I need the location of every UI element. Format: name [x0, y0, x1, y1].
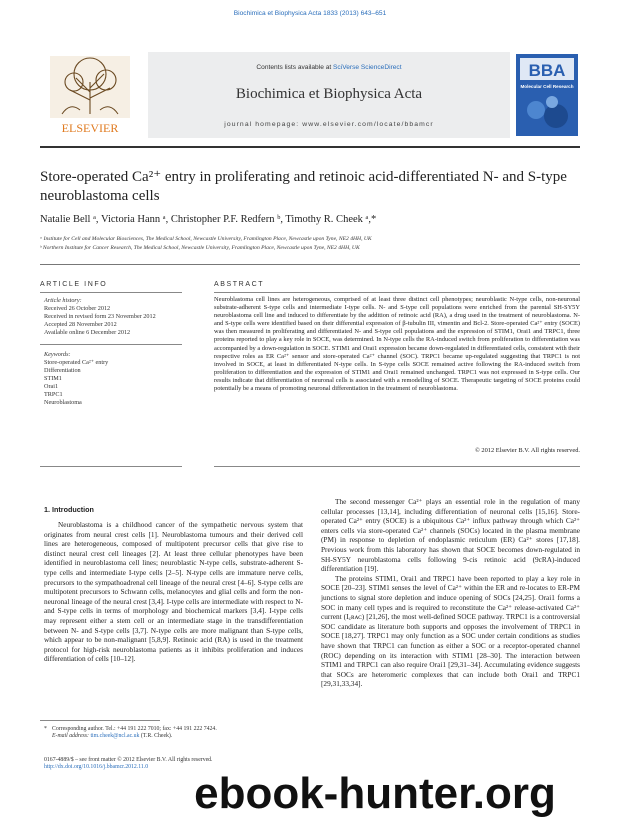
section-rule — [40, 264, 580, 265]
footnote-rule — [40, 720, 160, 721]
article-info-heading: ARTICLE INFO — [40, 281, 108, 288]
contents-prefix: Contents lists available at — [256, 64, 334, 71]
article-info-rule — [40, 292, 182, 293]
affiliation-a: ᵃ Institute for Cell and Molecular Biosciences, The Medical School, Newcastle University, Framlington Place, Newcastle upon Tyne, NE2 4HH, UK — [40, 236, 372, 242]
contents-line — [148, 64, 510, 71]
journal-cover — [516, 54, 578, 136]
history-item: Received in revised form 23 November 2012 — [44, 313, 156, 320]
history-label: Article history: — [44, 297, 82, 304]
history-item: Received 26 October 2012 — [44, 305, 111, 312]
intro-paragraph: The second messenger Ca²⁺ plays an essential role in the regulation of many cellular processes [13,14], including differentiation of neuronal cells [15,16]. Store-operated Ca²⁺ entry (SOCE) is a ubiquitous Ca²⁺ influx pathway through which Ca²⁺ enters cells via store-operated Ca²⁺ channels (SOCs) located in the plasma membrane (PM) in response to depletion of endoplasmic reticulum (ER) Ca²⁺ stores [17,18]. Previous work from this laboratory has shown that SOCE becomes down-regulated in SH-SY5Y neuroblastoma cells following 9-cis retinoic acid (9cRA)-induced differentiation [19]. — [321, 497, 580, 574]
author-list[interactable]: Natalie Bell ᵃ, Victoria Hann ᵃ, Christopher P.F. Redfern ᵇ, Timothy R. Cheek ᵃ,* — [40, 214, 377, 225]
copyright-notice: © 2012 Elsevier B.V. All rights reserved. — [474, 447, 580, 454]
article-info-bottom-rule — [40, 466, 182, 467]
footnote-email-line — [52, 733, 302, 740]
intro-paragraph: Neuroblastoma is a childhood cancer of the sympathetic nervous system that originates from neural crest cells [1]. Neuroblastoma tumours and their derived cell lines are heterogeneous, composed of multipotent precursor cells that give rise to distinct neural crest cell lineages [2]. At least three cellular phenotypes have been identified in neuroblastoma cell lines; neuroblastic N-type cells, substrate-adherent S-type cells and intermediate I-type cells [2–5]. N-type cells are immature nerve cells, precursors to the sympathoadrenal cell lineage of the neural crest [4–6]. S-type cells are multipotent precursors to Schwann cells, melanocytes and glial cells and form the non-neuronal lineage of the neural crest [3,4]. I-type cells are intermediate with respect to N- and S-type cells in terms of morphology and biochemical markers [3,4]. I-type cells may represent either a stem cell or an intermediate stage in the transdifferentiation between N- and S-type cells [3,7]. N-type cells are more malignant than S-type cells, which appear to be non-malignant [5,8,9]. Retinoic acid (RA) is used in the treatment protocol for high-risk neuroblastoma patients as it inhibits proliferation and induces differentiation of cells [10–12]. — [44, 520, 303, 664]
watermark — [140, 768, 610, 818]
abstract-text: Neuroblastoma cell lines are heterogeneous, comprised of at least three distinct cell phenotypes; neuroblastic N-type cells, non-neuronal substrate-adherent S-type cells and intermediate I-type cells. N- and S-type cell populations were enriched from the parental SH-SY5Y neuroblastoma cell line and induced to differentiate by the addition of retinoic acid (RA), a drug used in the treatment of neuroblastoma. N- and S-type cells were identified based on their differential expression of β-tubulin III, vimentin and Bcl-2. Store-operated Ca²⁺ entry (SOCE) was then measured in proliferating and differentiated N- and S-type cell populations and the expression of STIM1, Orai1 and TRPC1, three proteins reported to play a key role in SOCE, was determined. In N-type cells the RA-induced switch from proliferation to differentiation was accompanied by a down-regulation in SOCE. STIM1 and Orai1 expression became down-regulated in differentiated cells, consistent with their respective roles as ER Ca²⁺ sensor and store-operated Ca²⁺ channel (SOC). TRPC1 became up-regulated suggesting that TRPC1 is not involved in SOCE, at least in differentiated N-type cells. In S-type cells SOCE remained active following the RA-induced switch from proliferation to differentiation and the expression of STIM1 and Orai1 remained unchanged. TRPC1 was not expressed in S-type cells. Our results indicate that differentiation of neuronal cells is associated with a remodelling of SOCE. Therapeutic targeting of SOCE proteins could potentially be a means of promoting neuronal differentiation in the treatment of neuroblastoma. — [214, 296, 580, 393]
keyword-item: STIM1 — [44, 375, 62, 382]
cover-title: BBA — [528, 61, 566, 80]
abstract-heading: ABSTRACT — [214, 281, 265, 288]
issn-line: 0167-4889/$ – see front matter © 2012 Elsevier B.V. All rights reserved. — [44, 757, 213, 763]
keywords-label: Keywords: — [44, 351, 71, 358]
watermark-text: ebook-hunter.org — [194, 769, 556, 818]
homepage-prefix: journal homepage: — [224, 121, 303, 128]
introduction-heading: 1. Introduction — [44, 505, 94, 514]
email-suffix: (T.R. Cheek). — [139, 733, 173, 740]
keyword-item: TRPC1 — [44, 391, 63, 398]
keyword-item: Store-operated Ca²⁺ entry — [44, 359, 109, 366]
abstract-rule — [214, 292, 580, 293]
intro-paragraph: The proteins STIM1, Orai1 and TRPC1 have been reported to play a key role in SOCE [20–23]. STIM1 senses the level of Ca²⁺ within the ER and re-locates to ER-PM junctions to signal store depletion and induce opening of SOCs [24,25]. Orai1 forms a SOC in many cell types and is required to reconstitute the Ca²⁺ release-activated Ca²⁺ current (I꜀ʀᴀᴄ) [21,26], the most well-defined SOCE pathway. TRPC1 is a controversial SOC candidate as literature both supports and opposes the involvement of TRPC1 in SOCE [18,27]. TRPC1 may only function as a SOC under certain conditions as studies have shown that TRPC1 can function as either a SOC or a receptor-operated channel (ROC) depending on its interaction with STIM1 [28–30]. The interaction between STIM1 and TRPC1 can also require Orai1 [29,31–34]. Accumulating evidence suggests that SOCs are heteromeric complexes that can include both Orai1 and TRPC1 [29,31,33,34]. — [321, 573, 580, 689]
right-column — [321, 497, 580, 689]
email-label: E-mail address: — [52, 733, 91, 740]
elsevier-wordmark: ELSEVIER — [61, 121, 119, 135]
corresponding-author-footnote — [52, 726, 302, 741]
abstract-bottom-rule — [214, 466, 580, 467]
elsevier-logo — [40, 52, 140, 138]
homepage-link[interactable]: www.elsevier.com/locate/bbamcr — [302, 121, 434, 128]
email-link[interactable]: tim.cheek@ncl.ac.uk — [90, 733, 140, 740]
article-title: Store-operated Ca²⁺ entry in proliferating and retinoic acid-differentiated N- and S-type neuroblastoma cells — [40, 169, 567, 204]
affiliation-b: ᵇ Northern Institute for Cancer Research, The Medical School, Newcastle University, Framlington Place, Newcastle upon Tyne, NE2 4HH, UK — [40, 245, 360, 251]
sciencedirect-link[interactable]: SciVerse ScienceDirect — [333, 64, 402, 71]
journal-citation[interactable]: Biochimica et Biophysica Acta 1833 (2013) 643–651 — [233, 10, 387, 17]
doi-link[interactable]: http://dx.doi.org/10.1016/j.bbamcr.2012.11.0 — [44, 764, 149, 771]
left-column — [44, 520, 303, 664]
footnote-marker: * — [44, 726, 47, 732]
header-rule — [40, 146, 580, 148]
journal-title: Biochimica et Biophysica Acta — [235, 86, 423, 102]
footnote-contact: Corresponding author. Tel.: +44 191 222 7010; fax: +44 191 222 7424. — [52, 726, 217, 732]
history-item: Accepted 28 November 2012 — [44, 321, 117, 328]
keyword-item: Differentiation — [44, 367, 81, 374]
history-item: Available online 6 December 2012 — [44, 329, 131, 336]
keyword-item: Orai1 — [44, 383, 59, 390]
cover-subtitle: Molecular Cell Research — [520, 84, 574, 89]
keyword-item: Neuroblastoma — [44, 399, 82, 406]
keywords-rule — [40, 344, 182, 345]
homepage-line — [148, 121, 510, 128]
